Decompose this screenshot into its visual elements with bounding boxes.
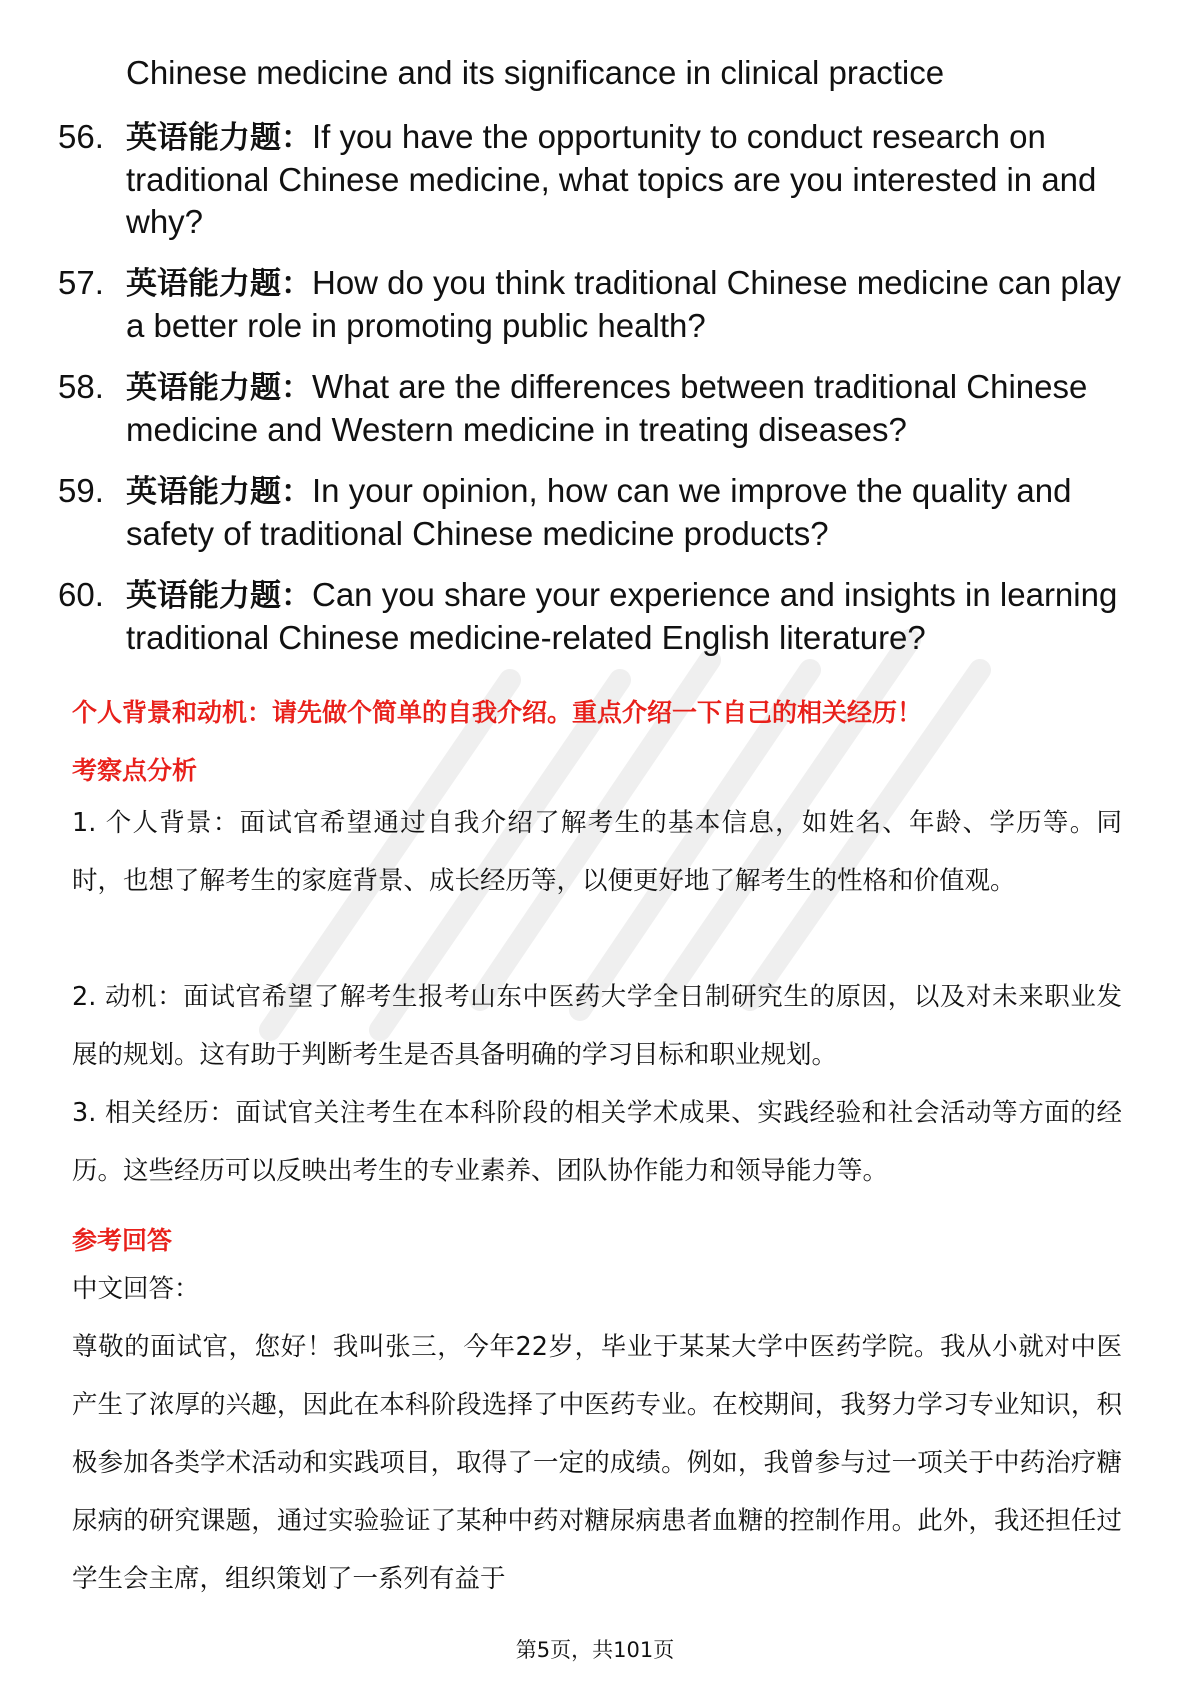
question-item — [58, 116, 1128, 243]
answer-heading: 参考回答 — [72, 1226, 173, 1255]
question-number: 56. — [58, 118, 104, 155]
answer-label: 中文回答： — [72, 1274, 200, 1304]
answer-text: 尊敬的面试官，您好！我叫张三，今年22岁，毕业于某某大学中医药学院。我从小就对中医产生了浓厚的兴趣，因此在本科阶段选择了中医药专业。在校期间，我努力学习专业知识，积极参加各类学术活动和实践项目，取得了一定的成绩。例如，我曾参与过一项关于中药治疗糖尿病的研究课题，通过实验验证了某种中药对糖尿病患者血糖的控制作用。此外，我还担任过学生会主席，组织策划了一系列有益于 — [72, 1332, 1122, 1594]
question-list — [58, 116, 1128, 678]
analysis-point: 3. 相关经历：面试官关注考生在本科阶段的相关学术成果、实践经验和社会活动等方面的经历。这些经历可以反映出考生的专业素养、团队协作能力和领导能力等。 — [72, 1098, 1122, 1186]
question-item — [58, 470, 1128, 555]
question-text: Can you share your experience and insights in learning traditional Chinese medicine-related English literature? — [126, 576, 1118, 656]
continuation-line: Chinese medicine and its significance in clinical practice — [126, 54, 945, 91]
question-text: How do you think traditional Chinese medicine can play a better role in promoting public health? — [126, 264, 1121, 344]
question-body — [126, 262, 1128, 347]
question-tag: 英语能力题： — [126, 474, 312, 510]
question-text: What are the differences between traditional Chinese medicine and Western medicine in treating diseases? — [126, 368, 1088, 448]
question-number: 59. — [58, 472, 104, 509]
question-tag: 英语能力题： — [126, 370, 312, 406]
question-body — [126, 116, 1128, 243]
question-body — [126, 574, 1128, 659]
section-title: 个人背景和动机：请先做个简单的自我介绍。重点介绍一下自己的相关经历！ — [72, 698, 923, 727]
question-item — [58, 366, 1128, 451]
question-body — [126, 470, 1128, 555]
question-body — [126, 366, 1128, 451]
page-indicator: 第5页，共101页 — [515, 1638, 675, 1662]
question-tag: 英语能力题： — [126, 266, 312, 302]
question-text: In your opinion, how can we improve the quality and safety of traditional Chinese medicine products? — [126, 472, 1072, 552]
question-tag: 英语能力题： — [126, 120, 312, 156]
question-number: 60. — [58, 576, 104, 613]
analysis-point: 1. 个人背景：面试官希望通过自我介绍了解考生的基本信息，如姓名、年龄、学历等。同时，也想了解考生的家庭背景、成长经历等，以便更好地了解考生的性格和价值观。 — [72, 808, 1122, 896]
question-item — [58, 262, 1128, 347]
question-item — [58, 574, 1128, 659]
question-number: 57. — [58, 264, 104, 301]
question-number: 58. — [58, 368, 104, 405]
question-tag: 英语能力题： — [126, 578, 312, 614]
analysis-heading: 考察点分析 — [72, 756, 198, 785]
analysis-point: 2. 动机：面试官希望了解考生报考山东中医药大学全日制研究生的原因，以及对未来职业发展的规划。这有助于判断考生是否具备明确的学习目标和职业规划。 — [72, 982, 1122, 1070]
question-text: If you have the opportunity to conduct research on traditional Chinese medicine, what topics are you interested in and why? — [126, 118, 1097, 240]
